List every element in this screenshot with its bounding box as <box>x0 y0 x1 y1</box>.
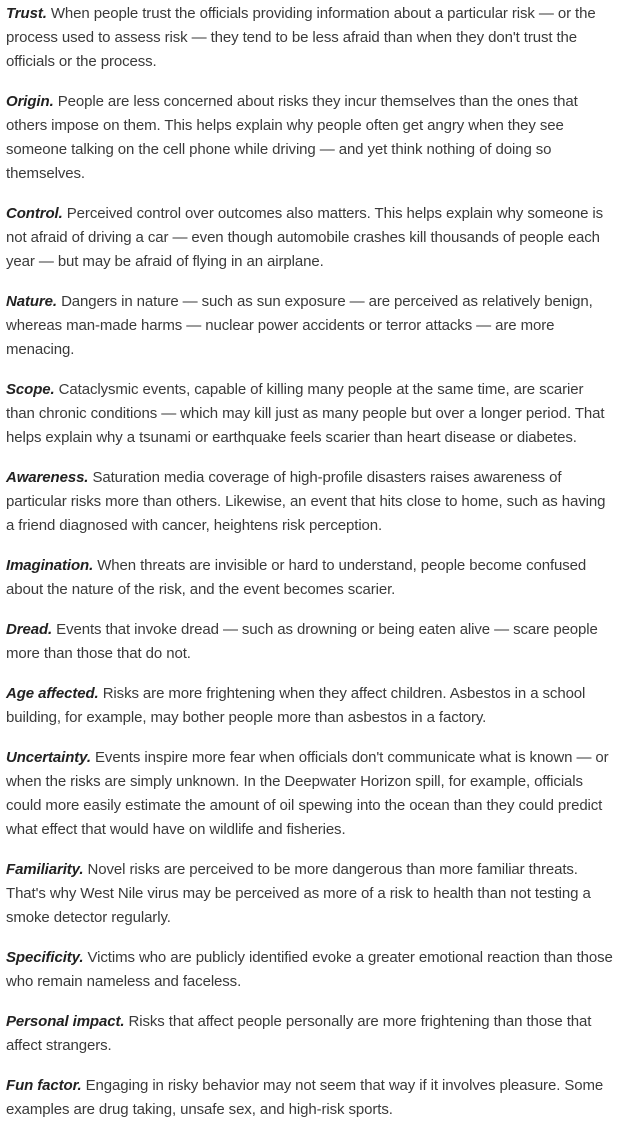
factor-text: Dangers in nature — such as sun exposure — are perceived as relatively benign, whereas man-made harms — nuclear power accidents or terror attacks — are more menacing. <box>6 293 593 358</box>
factor-text: Risks that affect people personally are more frightening than those that affect strangers. <box>6 1013 592 1054</box>
factor-specificity <box>6 946 614 994</box>
factor-uncertainty <box>6 746 614 842</box>
factor-fun-factor <box>6 1074 614 1122</box>
factor-text: Engaging in risky behavior may not seem that way if it involves pleasure. Some examples are drug taking, unsafe sex, and high-risk sports. <box>6 1077 604 1118</box>
factor-awareness <box>6 466 614 538</box>
factor-text: Saturation media coverage of high-profile disasters raises awareness of particular risks more than others. Likewise, an event that hits close to home, such as having a friend diagnosed with cancer, heightens risk perception. <box>6 469 606 534</box>
factor-term: Fun factor. <box>6 1077 82 1094</box>
factor-term: Specificity. <box>6 949 84 966</box>
factor-term: Imagination. <box>6 557 94 574</box>
factor-nature <box>6 290 614 362</box>
factor-familiarity <box>6 858 614 930</box>
factor-text: When people trust the officials providing information about a particular risk — or the process used to assess risk — they tend to be less afraid than when they don't trust the officials or the process. <box>6 5 596 70</box>
factor-imagination <box>6 554 614 602</box>
factor-term: Dread. <box>6 621 53 638</box>
factor-text: Events that invoke dread — such as drowning or being eaten alive — scare people more than those that do not. <box>6 621 598 662</box>
factor-text: Risks are more frightening when they affect children. Asbestos in a school building, for example, may bother people more than asbestos in a factory. <box>6 685 586 726</box>
factor-term: Scope. <box>6 381 55 398</box>
factor-term: Uncertainty. <box>6 749 91 766</box>
factor-text: Novel risks are perceived to be more dangerous than more familiar threats. That's why West Nile virus may be perceived as more of a risk to health than not testing a smoke detector regularly. <box>6 861 591 926</box>
factor-origin <box>6 90 614 186</box>
factor-term: Awareness. <box>6 469 89 486</box>
factor-term: Personal impact. <box>6 1013 125 1030</box>
factor-scope <box>6 378 614 450</box>
factor-text: Victims who are publicly identified evoke a greater emotional reaction than those who remain nameless and faceless. <box>6 949 613 990</box>
factor-trust <box>6 2 614 74</box>
factor-personal-impact <box>6 1010 614 1058</box>
factor-text: Events inspire more fear when officials don't communicate what is known — or when the risks are simply unknown. In the Deepwater Horizon spill, for example, officials could more easily estimate the amount of oil spewing into the ocean than they could predict what effect that would have on wildlife and fisheries. <box>6 749 609 838</box>
factor-term: Trust. <box>6 5 47 22</box>
factor-age-affected <box>6 682 614 730</box>
factor-text: Perceived control over outcomes also matters. This helps explain why someone is not afraid of driving a car — even though automobile crashes kill thousands of people each year — but may be afraid of flying in an airplane. <box>6 205 604 270</box>
factor-term: Familiarity. <box>6 861 84 878</box>
factor-term: Age affected. <box>6 685 99 702</box>
factor-text: People are less concerned about risks they incur themselves than the ones that others impose on them. This helps explain why people often get angry when they see someone talking on the cell phone while driving — and yet think nothing of doing so themselves. <box>6 93 578 182</box>
article-body <box>0 2 614 1122</box>
factor-control <box>6 202 614 274</box>
factor-term: Origin. <box>6 93 54 110</box>
factor-term: Nature. <box>6 293 57 310</box>
factor-text: Cataclysmic events, capable of killing many people at the same time, are scarier than chronic conditions — which may kill just as many people but over a longer period. That helps explain why a tsunami or earthquake feels scarier than heart disease or diabetes. <box>6 381 605 446</box>
factor-term: Control. <box>6 205 63 222</box>
factor-dread <box>6 618 614 666</box>
factor-text: When threats are invisible or hard to understand, people become confused about the nature of the risk, and the event becomes scarier. <box>6 557 587 598</box>
